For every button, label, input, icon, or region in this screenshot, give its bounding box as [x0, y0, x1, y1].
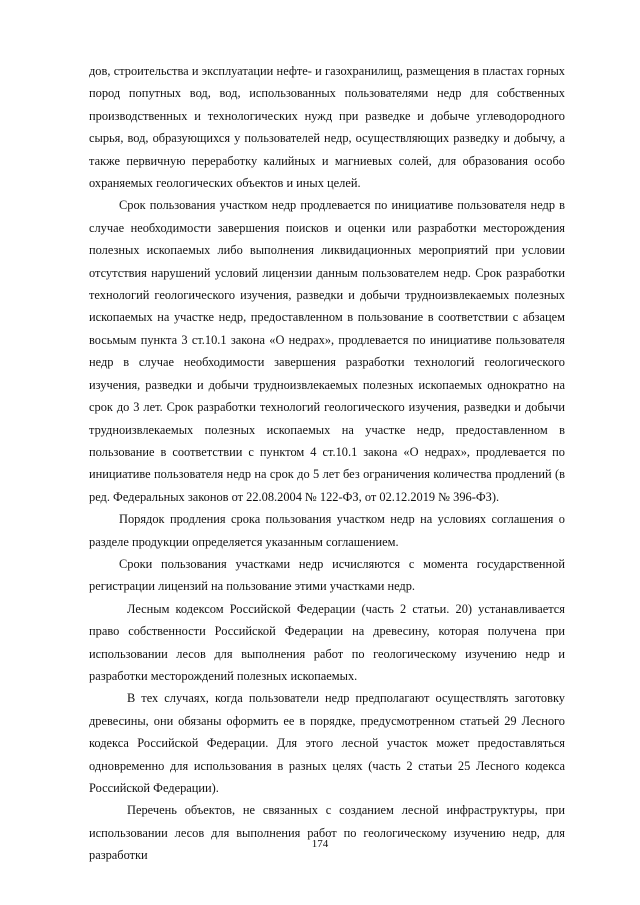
paragraph-forest-code: Лесным кодексом Российской Федерации (часть 2 статьи. 20) устанавливается право собственности Российской Федерации на древесину, которая получена при использовании лесов для выполнения работ по геологическому изучению недр и разработки месторождений полезных ископаемых.: [89, 601, 565, 683]
paragraph-term-extension: Срок пользования участком недр продлевается по инициативе пользователя недр в случае необходимости завершения поисков и оценки или разработки месторождения полезных ископаемых либо выполнения ликвидационных мероприятий при условии отсутствия нарушений условий лицензии данным пользователем недр. Срок разработки технологий геологического изучения, разведки и добычи трудноизвлекаемых полезных ископаемых на участке недр, предоставленном в пользование в соответствии с абзацем восьмым пункта 3 ст.10.1 закона «О недрах», продлевается по инициативе пользователя недр в случае необходимости завершения разработки технологий геологического изучения, разведки и добычи трудноизвлекаемых полезных ископаемых однократно на срок до 3 лет. Срок разработки технологий геологического изучения, разведки и добычи трудноизвлекаемых полезных ископаемых на участке недр, предоставленном в пользование в соответствии с пунктом 4 ст.10.1 закона «О недрах», продлевается по инициативе пользователя недр на срок до 5 лет без ограничения количества продлений (в ред. Федеральных законов от 22.08.2004 № 122-ФЗ, от 02.12.2019 № 396-ФЗ).: [89, 198, 565, 504]
paragraph-term-calculation: Сроки пользования участками недр исчисляются с момента государственной регистрации лицензий на пользование этими участками недр.: [89, 556, 565, 594]
body-text: [89, 60, 565, 867]
paragraph-timber-harvesting: В тех случаях, когда пользователи недр предполагают осуществлять заготовку древесины, они обязаны оформить ее в порядке, предусмотренном статьей 29 Лесного кодекса Российской Федерации. Для этого лесной участок может предоставляться одновременно для использования в разных целях (часть 2 статьи 25 Лесного кодекса Российской Федерации).: [89, 691, 565, 795]
paragraph-objects-list: Перечень объектов, не связанных с созданием лесной инфраструктуры, при использовании лесов для выполнения работ по геологическому изучению недр, для разработки: [89, 803, 565, 863]
page-number: 174: [311, 838, 329, 850]
paragraph-production-sharing: Порядок продления срока пользования участком недр на условиях соглашения о разделе продукции определяется указанным соглашением.: [89, 512, 565, 549]
paragraph-continuation: дов, строительства и эксплуатации нефте- и газохранилищ, размещения в пластах горных пород попутных вод, вод, использованных пользователями недр для собственных производственных и технологических нужд при разведке и добыче углеводородного сырья, вод, образующихся у пользователей недр, осуществляющих разведку и добычу, а также первичную переработку калийных и магниевых солей, для образования особо охраняемых геологических объектов и иных целей.: [89, 64, 565, 191]
